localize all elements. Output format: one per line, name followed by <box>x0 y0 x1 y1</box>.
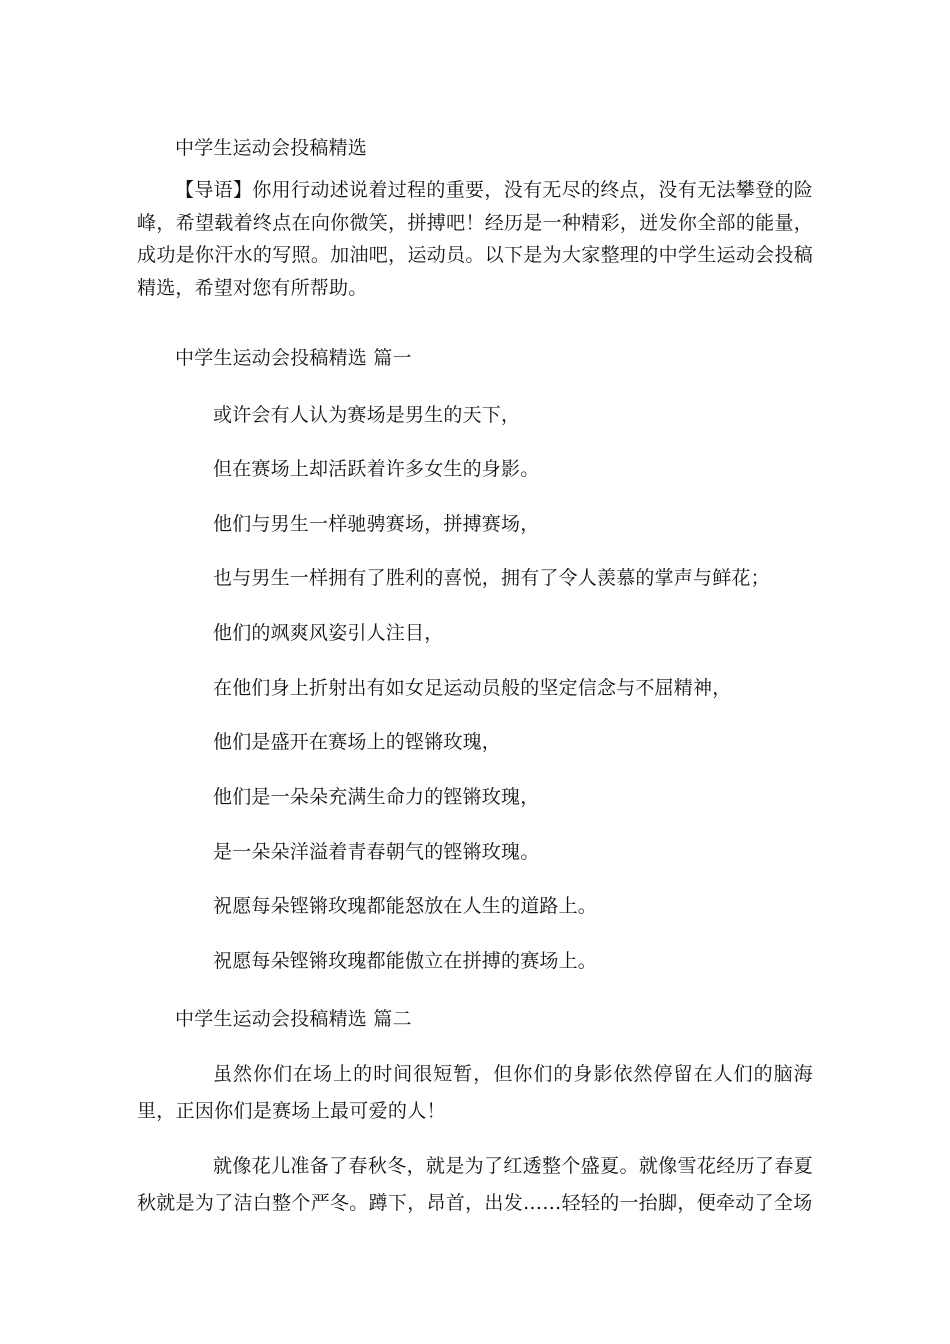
poem-line: 也与男生一样拥有了胜利的喜悦，拥有了令人羡慕的掌声与鲜花； <box>213 567 770 589</box>
poem-line: 或许会有人认为赛场是男生的天下， <box>213 404 521 426</box>
body-paragraph: 虽然你们在场上的时间很短暂，但你们的身影依然停留在人们的脑海里，正因你们是赛场上最可爱的人！ <box>137 1063 813 1122</box>
poem-line: 他们与男生一样驰骋赛场，拼搏赛场， <box>213 513 540 535</box>
poem-line: 他们是盛开在赛场上的铿锵玫瑰， <box>213 731 502 753</box>
poem-line: 他们是一朵朵充满生命力的铿锵玫瑰， <box>213 786 540 808</box>
document-title: 中学生运动会投稿精选 <box>175 137 368 159</box>
poem-line: 祝愿每朵铿锵玫瑰都能傲立在拼搏的赛场上。 <box>213 950 598 972</box>
poem-line: 祝愿每朵铿锵玫瑰都能怒放在人生的道路上。 <box>213 895 598 917</box>
lead-paragraph: 【导语】你用行动述说着过程的重要，没有无尽的终点，没有无法攀登的险峰，希望载着终点在向你微笑，拼搏吧！经历是一种精彩，迸发你全部的能量，成功是你汗水的写照。加油吧，运动员。以下是为大家整理的中学生运动会投稿精选，希望对您有所帮助。 <box>137 179 813 299</box>
section-heading-1: 中学生运动会投稿精选 篇一 <box>175 347 412 369</box>
poem-line: 在他们身上折射出有如女足运动员般的坚定信念与不屈精神， <box>213 677 732 699</box>
poem-line: 但在赛场上却活跃着许多女生的身影。 <box>213 458 540 480</box>
poem-line: 是一朵朵洋溢着青春朝气的铿锵玫瑰。 <box>213 841 540 863</box>
body-paragraph: 就像花儿准备了春秋冬，就是为了红透整个盛夏。就像雪花经历了春夏秋就是为了洁白整个严冬。蹲下，昂首，出发……轻轻的一抬脚，便牵动了全场 <box>137 1155 813 1214</box>
section-heading-2: 中学生运动会投稿精选 篇二 <box>175 1008 412 1030</box>
poem-line: 他们的飒爽风姿引人注目， <box>213 622 444 644</box>
